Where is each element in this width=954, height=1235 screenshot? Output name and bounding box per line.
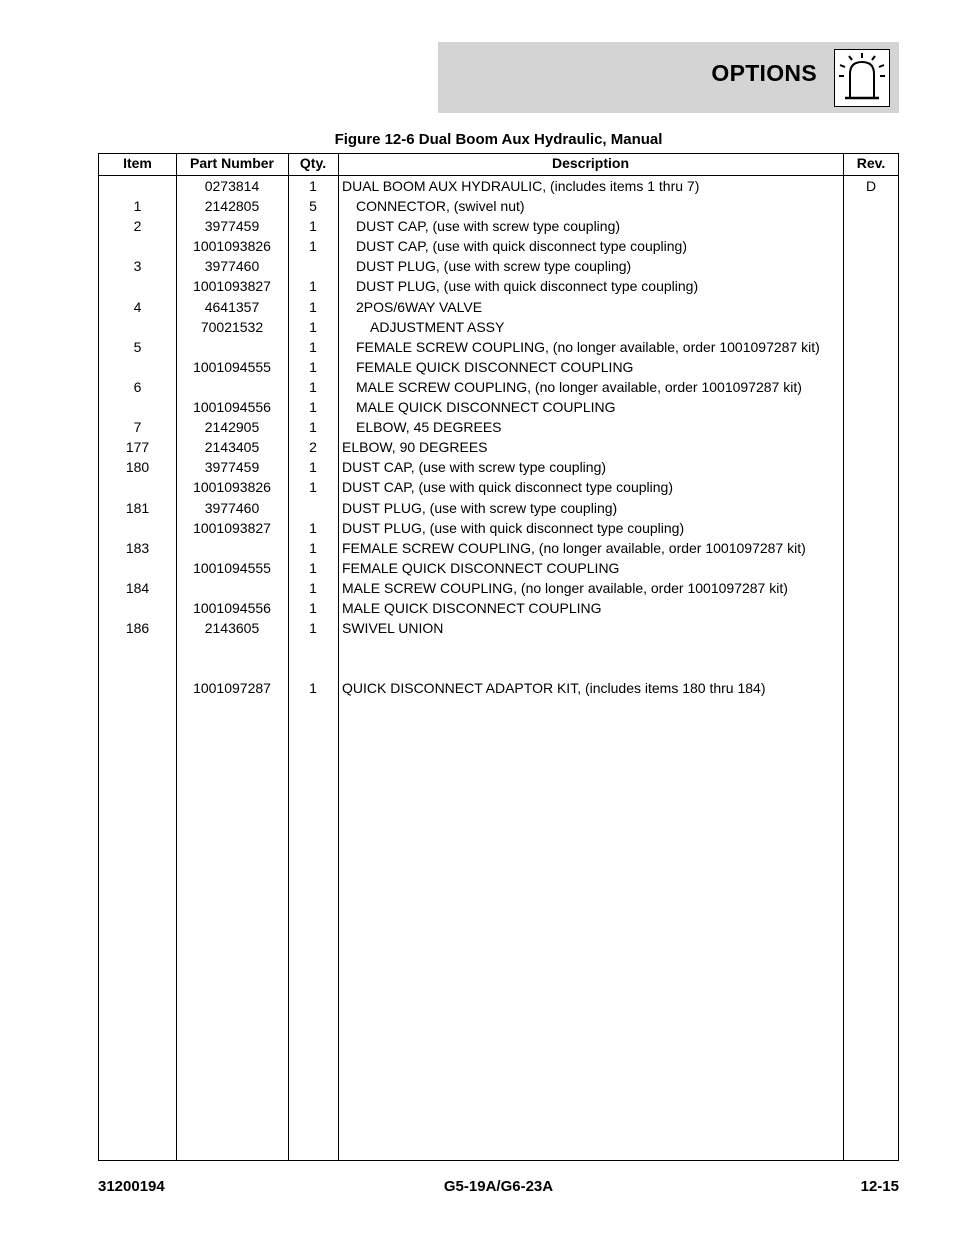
cell-qty: 1 [309,620,317,637]
cell-part-number: 2143405 [204,439,260,456]
table-row [99,337,898,357]
cell-part-number: 0273814 [204,178,260,194]
cell-qty: 1 [309,178,317,194]
cell-part-number: 2142805 [204,198,260,215]
cell-item: 184 [125,579,150,596]
cell-qty: 2 [309,439,317,456]
cell-qty: 1 [309,318,317,335]
table-row [99,618,898,638]
cell-part-number: 1001093826 [193,479,271,496]
table-header-row [99,154,898,176]
cell-qty: 1 [309,419,317,436]
header-qty: Qty. [299,155,327,171]
cell-part-number: 3977460 [204,258,260,275]
cell-description: DUST PLUG, (use with quick disconnect type coupling) [342,519,685,536]
cell-part-number: 4641357 [204,298,260,315]
cell-description: DUAL BOOM AUX HYDRAULIC, (includes items 1 thru 7) [342,178,700,194]
cell-item: 177 [125,439,150,456]
table-row [99,558,898,578]
cell-description: MALE SCREW COUPLING, (no longer available, order 1001097287 kit) [342,579,788,596]
cell-description: DUST PLUG, (use with screw type coupling) [356,258,632,275]
table-row [99,397,898,417]
table-row [99,297,898,317]
cell-item: 183 [125,539,150,556]
table-row [99,658,898,678]
cell-part-number: 70021532 [200,318,264,335]
cell-part-number: 1001093827 [193,278,271,295]
cell-part-number: 1001093827 [193,519,271,536]
cell-qty: 1 [309,238,317,255]
cell-qty: 1 [309,579,317,596]
table-row [99,498,898,518]
header-rev: Rev. [856,155,886,171]
table-row [99,678,898,698]
cell-rev: D [865,178,877,194]
cell-qty: 1 [309,399,317,416]
cell-qty: 1 [309,218,317,235]
cell-part-number: 1001094556 [193,399,271,416]
cell-item: 7 [133,419,142,436]
cell-item: 2 [133,218,142,235]
table-row [99,578,898,598]
cell-part-number: 1001094555 [193,358,271,375]
warning-beacon-icon [834,49,890,107]
cell-part-number: 1001097287 [193,680,271,697]
cell-description: MALE QUICK DISCONNECT COUPLING [342,599,602,616]
cell-item: 5 [133,338,142,355]
cell-item: 3 [133,258,142,275]
cell-part-number: 1001093826 [193,238,271,255]
cell-description: ELBOW, 90 DEGREES [342,439,488,456]
parts-table [98,153,899,1161]
cell-description: CONNECTOR, (swivel nut) [356,198,525,215]
header-item: Item [123,155,152,171]
cell-item: 1 [133,198,142,215]
table-row [99,538,898,558]
table-row [99,216,898,236]
cell-part-number: 1001094555 [193,559,271,576]
cell-description: FEMALE QUICK DISCONNECT COUPLING [342,559,620,576]
cell-description: FEMALE SCREW COUPLING, (no longer available, order 1001097287 kit) [342,539,806,556]
cell-qty: 1 [309,338,317,355]
cell-description: ELBOW, 45 DEGREES [356,419,502,436]
table-row [99,598,898,618]
cell-description: FEMALE SCREW COUPLING, (no longer available, order 1001097287 kit) [356,338,820,355]
table-body [99,176,898,698]
doc-number: 31200194 [98,1178,165,1195]
table-row [99,236,898,256]
cell-item: 181 [125,499,150,516]
table-row [99,196,898,216]
section-header-band [438,42,899,113]
cell-description: DUST CAP, (use with screw type coupling) [356,218,621,235]
cell-qty: 1 [309,559,317,576]
cell-qty: 1 [309,298,317,315]
page-number: 12-15 [860,1178,899,1195]
cell-description: FEMALE QUICK DISCONNECT COUPLING [356,358,634,375]
table-row [99,437,898,457]
header-description: Description [551,155,629,171]
table-row [99,276,898,296]
cell-part-number: 1001094556 [193,599,271,616]
cell-item: 4 [133,298,142,315]
cell-qty: 1 [309,519,317,536]
table-row [99,176,898,196]
cell-qty: 1 [309,278,317,295]
cell-part-number: 3977459 [204,459,260,476]
table-row [99,377,898,397]
section-title: OPTIONS [711,60,817,86]
model-number: G5-19A/G6-23A [443,1178,554,1195]
cell-qty: 1 [309,539,317,556]
table-row [99,477,898,497]
table-row [99,256,898,276]
cell-description: 2POS/6WAY VALVE [356,298,483,315]
cell-qty: 1 [309,479,317,496]
cell-qty: 1 [309,599,317,616]
cell-description: MALE QUICK DISCONNECT COUPLING [356,399,616,416]
cell-part-number: 3977460 [204,499,260,516]
cell-qty: 1 [309,680,317,697]
cell-part-number: 2142905 [204,419,260,436]
cell-part-number: 3977459 [204,218,260,235]
cell-qty: 5 [309,198,317,215]
cell-description: DUST CAP, (use with screw type coupling) [342,459,607,476]
cell-qty: 1 [309,459,317,476]
table-row [99,518,898,538]
cell-item: 186 [125,620,150,637]
table-row [99,457,898,477]
cell-qty: 1 [309,378,317,395]
cell-description: DUST CAP, (use with quick disconnect type coupling) [342,479,673,496]
cell-description: ADJUSTMENT ASSY [370,318,505,335]
cell-description: DUST PLUG, (use with quick disconnect type coupling) [356,278,699,295]
header-part-number: Part Number [189,155,275,171]
cell-description: SWIVEL UNION [342,620,444,637]
table-row [99,417,898,437]
table-row [99,357,898,377]
table-row [99,638,898,658]
cell-description: DUST CAP, (use with quick disconnect type coupling) [356,238,687,255]
cell-description: DUST PLUG, (use with screw type coupling) [342,499,618,516]
cell-qty: 1 [309,358,317,375]
cell-item: 180 [125,459,150,476]
cell-part-number: 2143605 [204,620,260,637]
figure-title: Figure 12-6 Dual Boom Aux Hydraulic, Manual [334,131,663,148]
cell-description: MALE SCREW COUPLING, (no longer available, order 1001097287 kit) [356,378,802,395]
cell-item: 6 [133,378,142,395]
table-row [99,317,898,337]
cell-description: QUICK DISCONNECT ADAPTOR KIT, (includes items 180 thru 184) [342,680,766,697]
